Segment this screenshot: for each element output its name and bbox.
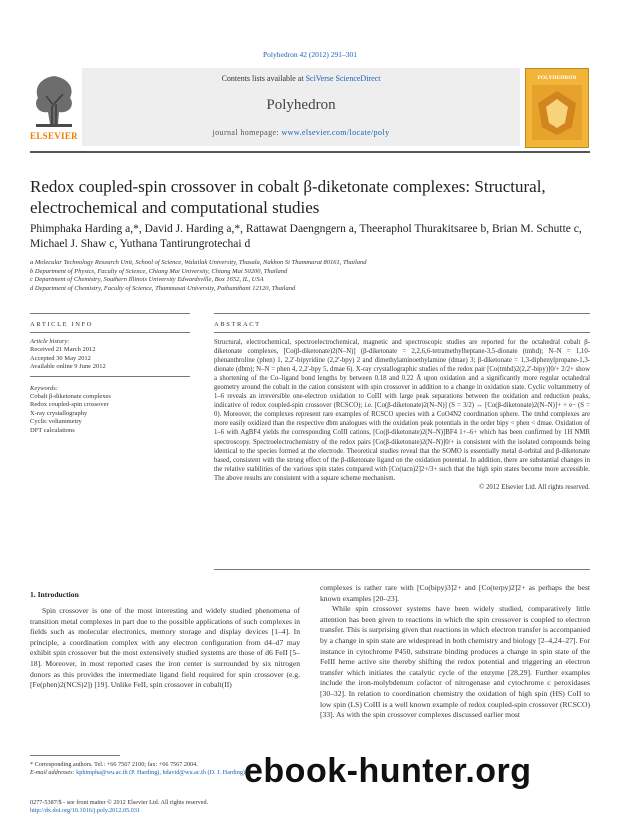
contents-prefix: Contents lists available at [221,74,306,83]
available-online-date: Available online 9 June 2012 [30,363,106,371]
keyword-item: Cobalt β-diketonate complexes [30,393,111,401]
affiliation-c: c Department of Chemistry, Southern Illinois University Edwardsville, Box 1652, IL, USA [30,276,264,284]
intro-left-column: Spin crossover is one of the most interesting and widely studied phenomena of transition metal complexes in part due to the possible applications of such complexes in fields such as molecular electronics, memory storage and display devices [1–4]. In principle, a coordination complex with any electron configuration from d4–d7 may exhibit spin crossover but the most extensively studied systems are those of d6 FeII [5–18]. Moreover, in most reported cases the iron center is surrounded by six nitrogen donors as this provides the intermediate ligand field required for spin crossover (e.g. [Fe(phen)2(NCS)2]) [19]. Unlike FeII, spin crossover in cobalt(II) [30,606,300,690]
abstract-bottom-rule [214,332,590,333]
intro-paragraph: While spin crossover systems have been widely studied, comparatively little attention has been given to reactions in which the spin crossover is coupled to electron transfer. This is surprising given that reactions in which electron transfer is accompanied by a change in spin state are widespread in both chemistry and biology [2–4,24–27]. For instance in cytochrome P450, substrate binding produces a change in spin state of the FeIII heme active site thereby shifting the redox potential and triggering an electron transfer which initiates the catalytic cycle of the enzyme [28,29]. Further examples include the iron-molybdenum cofactor of nitrogenase and cytochrome c peroxidases [30–32]. In relation to coordination chemistry the oxidation of high spin (HS) CoII to low spin (LS) CoIII is a well known example of redox coupled-spin crossover (RCSCO) [33]. As with the spin crossover complexes discussed earlier most [320,604,590,720]
corresponding-authors: * Corresponding authors. Tel.: +66 7567 2100; fax: +66 7567 2004. [30,761,198,768]
issn-line: 0277-5387/$ - see front matter © 2012 Elsevier Ltd. All rights reserved. [30,799,209,806]
accepted-date: Accepted 30 May 2012 [30,354,91,362]
copyright-notice: © 2012 Elsevier Ltd. All rights reserved. [479,483,590,491]
footnote-rule [30,755,120,756]
watermark-text: ebook-hunter.org [244,752,532,790]
abstract-heading: ABSTRACT [214,321,261,328]
keyword-item: Cyclic voltammetry [30,418,82,426]
cover-title: POLYHEDRON [537,75,577,81]
email-links[interactable]: kphimpha@wu.ac.th (P. Harding), hdavid@wu.ac.th (D. J. Harding). [76,769,247,776]
received-date: Received 21 March 2012 [30,346,96,354]
affiliation-d: d Department of Chemistry, Faculty of Science, Thammasat University, Pathumthani 12120, Thailand [30,284,296,292]
abstract-end-rule [214,569,590,570]
keyword-item: Redox coupled-spin crossover [30,401,109,409]
abstract-text: Structural, electrochemical, spectroelectrochemical, magnetic and spectroscopic studies are reported for the octahedral cobalt β-diketonate complexes, [Co(β-diketonate)2(N–N)] (β-diketonate = 2,2,6,6-tetramethylheptane-3,5-dionate (tmhd); N–N = 1,10-phenanthroline (phen) 1, 2,2′-bipyridine (2,2′-bpy) 2 and dimethylaminoethylamine (dmae) 3; β-diketonate = 1,3-diphenylpropane-1,3-dionate (dbm); N–N = phen 4, 2,2′-bpy 5, dmae 6). X-ray crystallographic studies of the redox pair [Co(tmhd)2(2,2′-bipy)]0/+ 2/2+ show a shortening of the Co–ligand bond lengths by between 0.18 and 0.22 Å upon oxidation and a significantly more regular octahedral geometry around the cobalt in the cation consistent with spin crossover in addition to a change in oxidation state. Cyclic voltammetry of 1–6 reveals an irreversible one-electron oxidation to CoIII with large peak separations between the oxidation and reduction peaks, indicative of redox coupled-spin crossover (RCSCO); i.e. [Co(β-diketonate)2(N–N)] (S = 3/2) ↔ [Co(β-diketonate)2(N–N)]+ + e− (S = 0). Moreover, the complexes represent rare examples of RCSCO species with a CoO4N2 coordination sphere. The tmhd complexes are more easily oxidized than the respective dbm analogues with the oxidation peak potentials in the order bipy < phen < dmae. Oxidation of 1–6 with AgBF4 yields the corresponding CoIII cations, [Co(β-diketonate)2(N–N)]BF4 1+–6+ which has been confirmed by 1H NMR spectroscopy. Spectroelectrochemistry of the redox pairs [Co(β-diketonate)2(N–N)]0/+ is consistent with the isolated compounds being identical to the species formed at the electrode. Theoretical studies reveal that the SOMO is essentially metal d-orbital and β-diketonate based, consistent with the strong effect of the β-diketonate ligand on the oxidation potential. In addition, there are substantial changes in the relative stabilities of the various spin states compared with [Co(tacn)2]2+/3+ such that the high spin states become more accessible. The above results are consistent with a square scheme mechanism. [214,339,590,482]
journal-name: Polyhedron [266,97,336,113]
article-info-heading: ARTICLE INFO [30,321,94,328]
article-info-top-rule [30,313,190,314]
cover-artwork [532,85,582,140]
email-label: E-mail addresses: [30,769,77,776]
intro-right-column [320,583,590,721]
author-list: Phimphaka Harding a,*, David J. Harding a,*, Rattawat Daengngern a, Theeraphol Thurakitsaree b, Brian M. Schutte c, Michael J. Shaw c, Yuthana Tantirungrotechai d [30,223,582,250]
sciencedirect-link[interactable]: SciVerse ScienceDirect [305,74,381,83]
affiliation-b: b Department of Physics, Faculty of Science, Chiang Mai University, Chiang Mai 50200, Thailand [30,267,288,275]
journal-cover-thumbnail [525,68,589,148]
page-footer [30,799,300,815]
affiliation-a: a Molecular Technology Research Unit, School of Science, Walailak University, Thasala, Nakhon Si Thammarat 80161, Thailand [30,259,367,266]
doi-link[interactable]: http://dx.doi.org/10.1016/j.poly.2012.05.031 [30,807,141,814]
keyword-item: X-ray crystallography [30,409,88,417]
introduction-heading: 1. Introduction [30,590,79,599]
intro-paragraph: complexes is rather rare with [Co(bipy)3]2+ and [Co(terpy)2]2+ as perhaps the best known examples [20–23]. [320,583,590,603]
homepage-link[interactable]: www.elsevier.com/locate/poly [281,128,390,137]
elsevier-wordmark: ELSEVIER [30,131,78,141]
affiliations [30,259,590,293]
article-history [30,338,190,435]
abstract-top-rule [214,313,590,314]
homepage-prefix: journal homepage: [212,128,282,137]
history-keyword-divider [30,376,190,384]
keywords-label: Keywords: [30,384,58,392]
article-info-bottom-rule [30,332,190,333]
contents-line [82,74,520,83]
header-divider [30,151,590,153]
abstract-body [214,338,590,492]
article-title: Redox coupled-spin crossover in cobalt β-diketonate complexes: Structural, electrochemical and computational studies [30,177,546,217]
journal-citation[interactable]: Polyhedron 42 (2012) 291–301 [263,50,357,59]
history-label: Article history: [30,338,70,345]
journal-homepage [82,128,520,137]
keyword-item: DFT calculations [30,426,75,434]
